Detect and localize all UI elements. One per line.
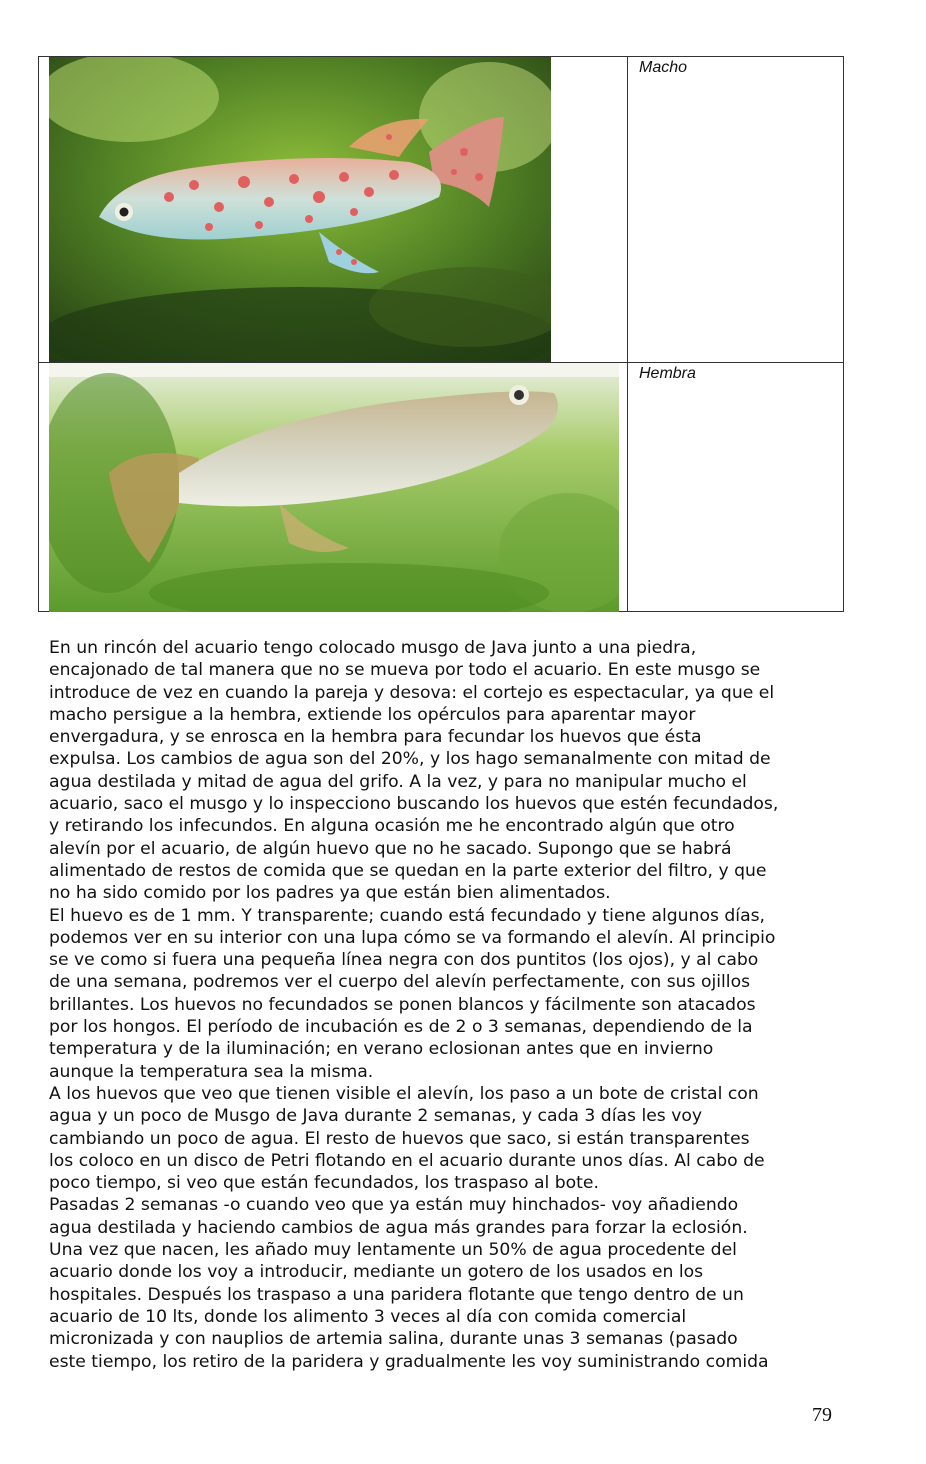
male-fish-photo xyxy=(49,57,551,362)
male-row xyxy=(39,57,843,363)
text-line: Una vez que nacen, les añado muy lentamente un 50% de agua procedente del xyxy=(49,1240,737,1261)
female-fish-photo xyxy=(49,363,619,612)
text-line: brillantes. Los huevos no fecundados se ponen blancos y fácilmente son atacados xyxy=(49,994,756,1015)
column-divider xyxy=(627,57,628,362)
text-line: acuario donde los voy a introducir, mediante un gotero de los usados en los xyxy=(49,1262,704,1283)
column-divider xyxy=(627,363,628,612)
text-line: no ha sido comido por los padres ya que están bien alimentados. xyxy=(49,883,611,904)
text-line: hospitales. Después los traspaso a una paridera flotante que tengo dentro de un xyxy=(49,1284,744,1305)
text-line: envergadura, y se enrosca en la hembra para fecundar los huevos que ésta xyxy=(49,727,702,748)
text-line: agua destilada y haciendo cambios de agua más grandes para forzar la eclosión. xyxy=(49,1217,748,1238)
text-line: se ve como si fuera una pequeña línea negra con dos puntitos (los ojos), y al cabo xyxy=(49,950,759,971)
text-line: Pasadas 2 semanas -o cuando veo que ya están muy hinchados- voy añadiendo xyxy=(49,1195,739,1216)
text-line: agua y un poco de Musgo de Java durante 2 semanas, y cada 3 días les voy xyxy=(49,1106,703,1127)
text-line: cambiando un poco de agua. El resto de huevos que saco, si están transparentes xyxy=(49,1128,750,1149)
text-line: alimentado de restos de comida que se quedan en la parte exterior del filtro, y que xyxy=(49,860,767,881)
text-line: aunque la temperatura sea la misma. xyxy=(49,1061,374,1082)
text-line: y retirando los infecundos. En alguna ocasión me he encontrado algún que otro xyxy=(49,816,735,837)
male-fish-illustration xyxy=(49,57,551,362)
page-number: 79 xyxy=(812,1404,832,1426)
text-line: encajonado de tal manera que no se mueva por todo el acuario. En este musgo se xyxy=(49,660,761,681)
body-text xyxy=(49,637,849,1373)
female-row xyxy=(39,363,843,612)
text-line: expulsa. Los cambios de agua son del 20%, y los hago semanalmente con mitad de xyxy=(49,749,771,770)
text-line: micronizada y con nauplios de artemia salina, durante unas 3 semanas (pasado xyxy=(49,1329,738,1350)
photo-table xyxy=(38,56,844,612)
text-line: por los hongos. El período de incubación es de 2 o 3 semanas, dependiendo de la xyxy=(49,1017,753,1038)
text-line: de una semana, podremos ver el cuerpo del alevín perfectamente, con sus ojillos xyxy=(49,972,751,993)
text-line: agua destilada y mitad de agua del grifo. A la vez, y para no manipular mucho el xyxy=(49,771,747,792)
female-caption: Hembra xyxy=(639,365,696,382)
text-line: En un rincón del acuario tengo colocado musgo de Java junto a una piedra, xyxy=(49,638,697,658)
text-line: este tiempo, los retiro de la paridera y gradualmente les voy suministrando comida xyxy=(49,1351,769,1372)
text-line: acuario, saco el musgo y lo inspecciono buscando los huevos que estén fecundados, xyxy=(49,794,779,815)
text-line: podemos ver en su interior con una lupa cómo se va formando el alevín. Al principio xyxy=(49,927,776,948)
text-line: los coloco en un disco de Petri flotando en el acuario durante unos días. Al cabo de xyxy=(49,1150,765,1171)
text-line: acuario de 10 lts, donde los alimento 3 veces al día con comida comercial xyxy=(49,1306,687,1327)
text-line: temperatura y de la iluminación; en verano eclosionan antes que en invierno xyxy=(49,1039,714,1060)
female-fish-illustration xyxy=(49,363,619,612)
text-line: A los huevos que veo que tienen visible el alevín, los paso a un bote de cristal con xyxy=(49,1083,759,1104)
male-caption: Macho xyxy=(639,59,688,76)
text-line: El huevo es de 1 mm. Y transparente; cuando está fecundado y tiene algunos días, xyxy=(49,905,766,926)
text-line: alevín por el acuario, de algún huevo que no he sacado. Supongo que se habrá xyxy=(49,838,732,859)
text-line: macho persigue a la hembra, extiende los opérculos para aparentar mayor xyxy=(49,704,696,725)
text-line: introduce de vez en cuando la pareja y desova: el cortejo es espectacular, ya que el xyxy=(49,682,775,703)
text-line: poco tiempo, si veo que están fecundados, los traspaso al bote. xyxy=(49,1173,599,1194)
